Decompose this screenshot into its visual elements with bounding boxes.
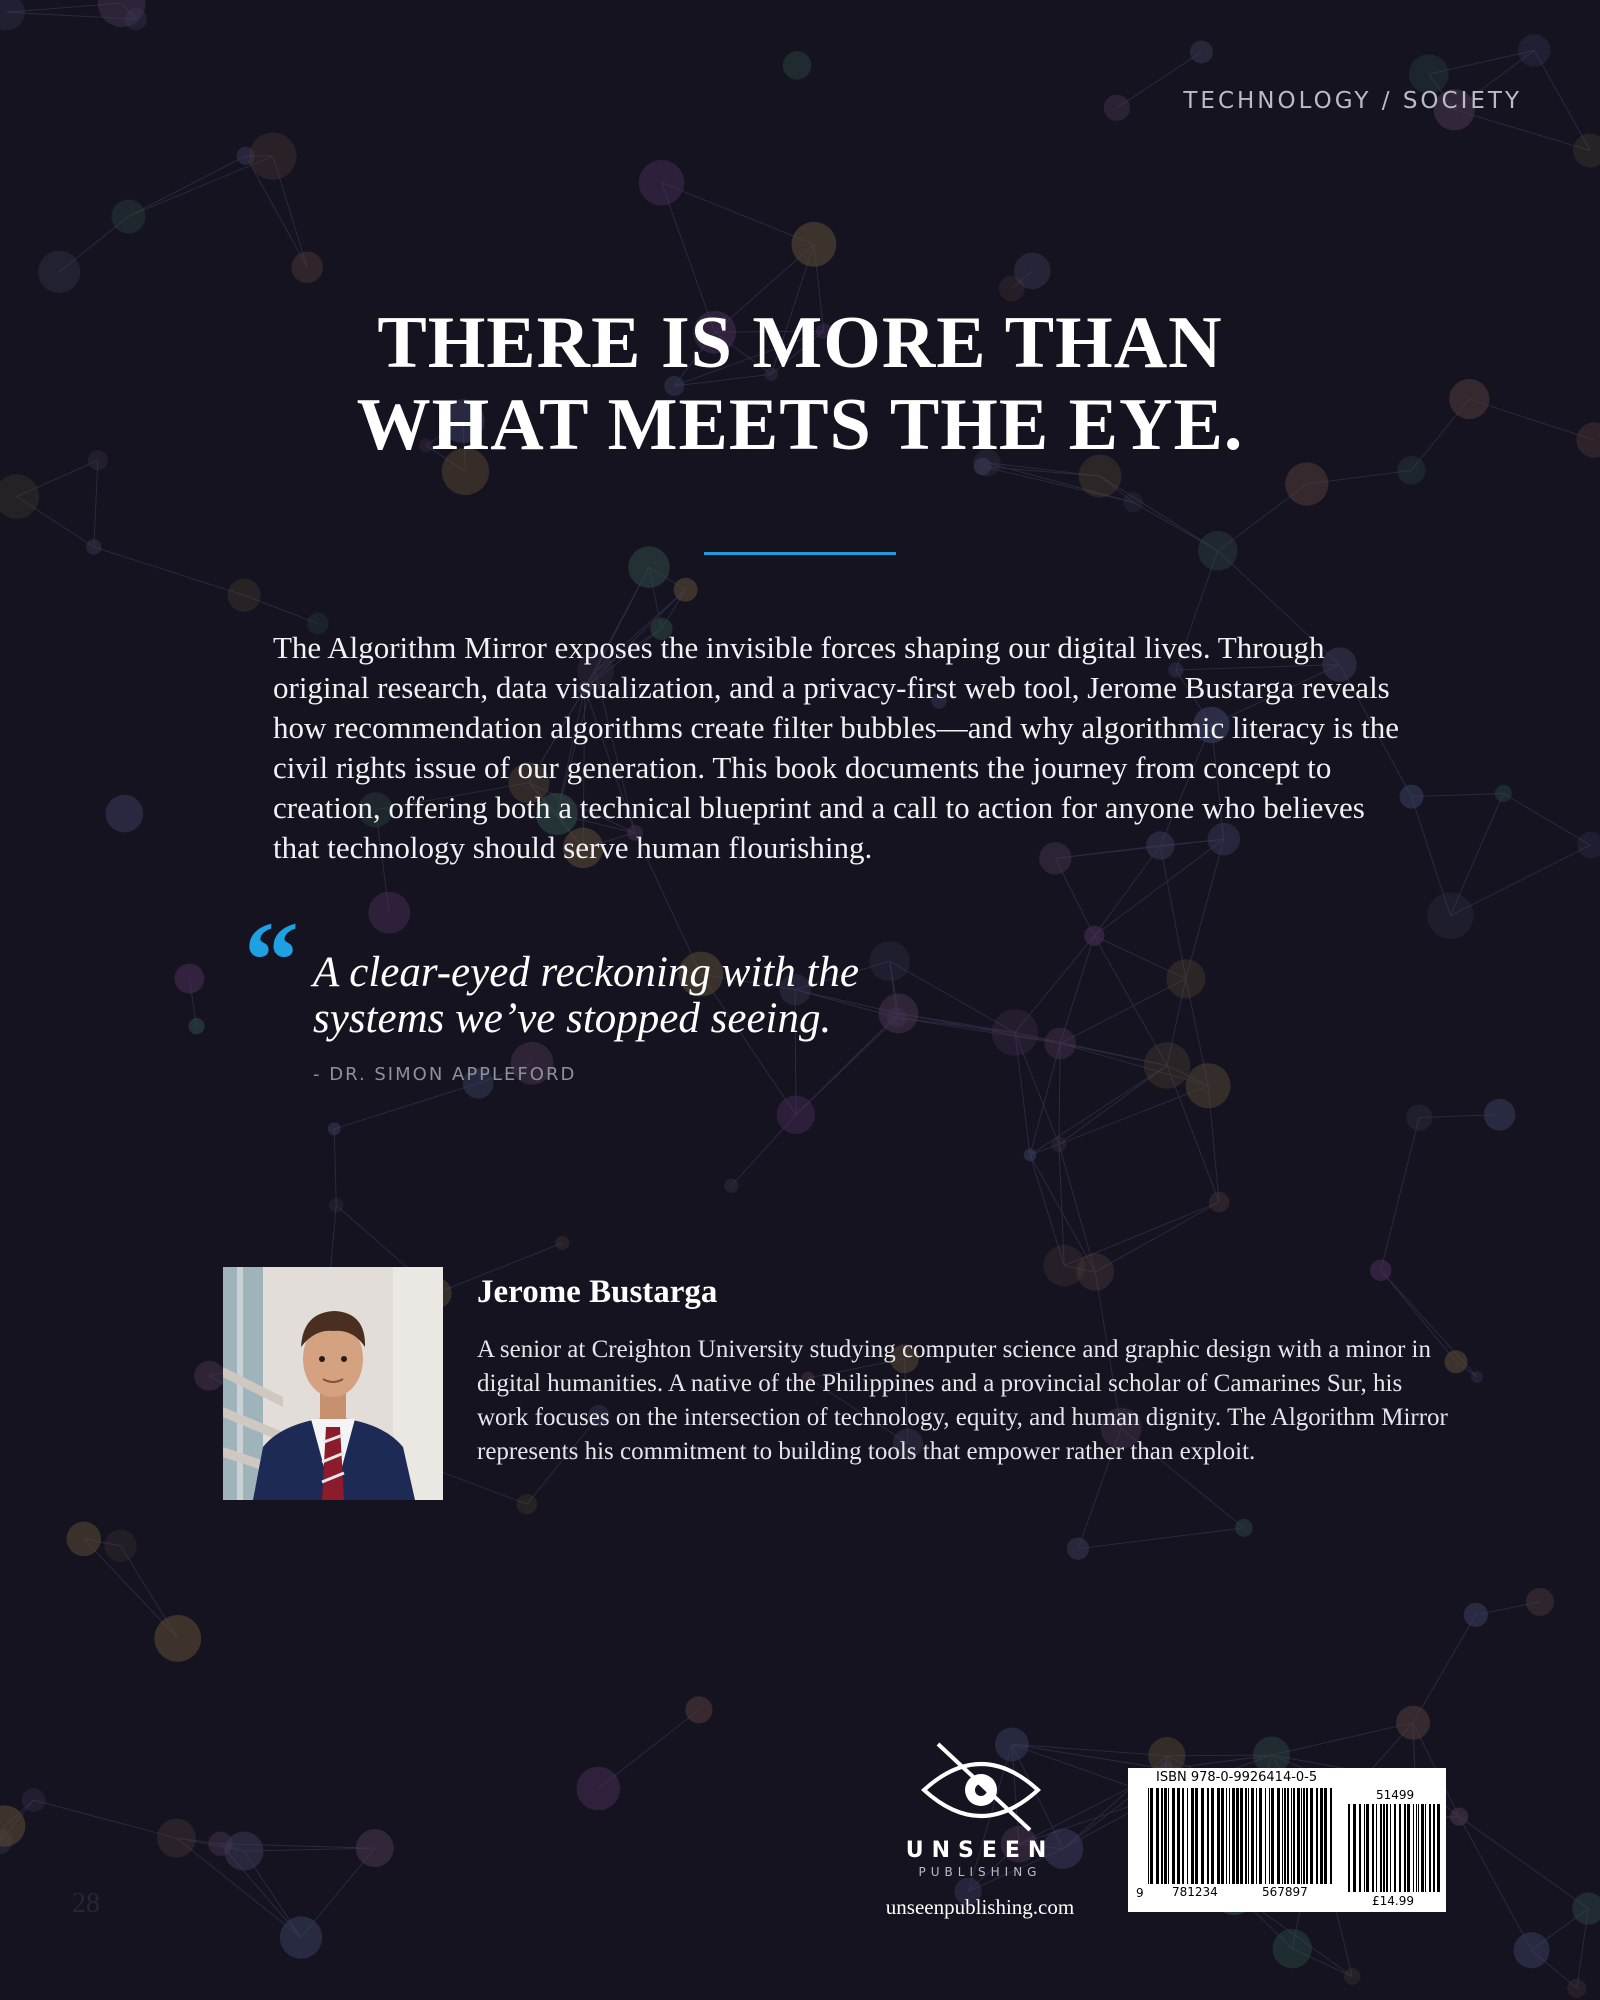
network-node	[1209, 1192, 1230, 1213]
barcode-bar	[1168, 1788, 1169, 1884]
barcode-bar	[1376, 1804, 1377, 1892]
network-node	[1043, 1245, 1084, 1286]
network-node	[125, 8, 147, 30]
network-node	[1370, 1260, 1391, 1281]
network-link	[334, 1129, 336, 1205]
network-link	[1413, 1615, 1476, 1723]
barcode-bar	[1148, 1788, 1149, 1884]
barcode-bar	[1277, 1788, 1280, 1884]
barcode-bar	[1364, 1804, 1365, 1892]
network-node	[1526, 1588, 1554, 1616]
barcode-bar	[1380, 1804, 1382, 1892]
network-link	[128, 156, 245, 217]
barcode-bar	[1416, 1804, 1417, 1892]
network-node	[1144, 1042, 1190, 1088]
isbn-text: ISBN 978-0-9926414-0-5	[1156, 1770, 1318, 1785]
barcode-bar	[1386, 1804, 1388, 1892]
network-link	[1503, 793, 1590, 845]
publisher-url[interactable]: unseenpublishing.com	[885, 1895, 1075, 1919]
network-node	[104, 1530, 136, 1562]
barcode-bar	[1407, 1804, 1410, 1892]
network-node	[1577, 832, 1600, 859]
network-node	[106, 795, 144, 833]
network-node	[1186, 1063, 1231, 1108]
barcode-bar	[1245, 1788, 1247, 1884]
barcode-bar	[1256, 1788, 1257, 1884]
barcode-bar	[1320, 1788, 1323, 1884]
barcode-bar	[1310, 1788, 1313, 1884]
network-link	[1459, 1817, 1531, 1951]
network-node	[1406, 1104, 1432, 1130]
endorsement-quote	[313, 950, 1013, 1042]
publisher-name: UNSEEN	[905, 1838, 1055, 1863]
network-node	[724, 1179, 738, 1193]
network-link	[1450, 845, 1590, 915]
network-node	[1572, 1892, 1600, 1924]
barcode-bar	[1353, 1804, 1356, 1892]
barcode-bar	[1293, 1788, 1295, 1884]
network-node	[1285, 462, 1328, 505]
barcode-bar	[1251, 1788, 1254, 1884]
barcode-bar	[1316, 1788, 1318, 1884]
barcode-bar	[1421, 1804, 1424, 1892]
network-node	[38, 251, 80, 293]
barcode-bar	[1150, 1788, 1153, 1884]
network-link	[1381, 1118, 1419, 1271]
barcode-bar	[1383, 1804, 1385, 1892]
network-link	[334, 1083, 478, 1128]
network-node	[1567, 1979, 1586, 1998]
quote-attribution: - DR. SIMON APPLEFORD	[313, 1064, 577, 1085]
author-name: Jerome Bustarga	[477, 1274, 718, 1310]
headline	[0, 302, 1600, 466]
barcode-bar	[1394, 1804, 1396, 1892]
network-node	[1014, 252, 1051, 289]
isbn-barcode	[1128, 1768, 1446, 1912]
barcode-bar	[1372, 1804, 1374, 1892]
network-node	[1044, 1028, 1076, 1060]
headline-line-2: WHAT MEETS THE EYE.	[356, 384, 1244, 466]
barcode-right-digits: 567897	[1262, 1885, 1308, 1899]
network-node	[1190, 41, 1213, 64]
barcode-bar	[1248, 1788, 1249, 1884]
barcode-bar	[1297, 1788, 1300, 1884]
barcode-bar	[1229, 1788, 1230, 1884]
network-link	[1272, 1723, 1413, 1755]
network-node	[1514, 1932, 1550, 1968]
barcode-bar	[1324, 1788, 1327, 1884]
barcode-bar	[1399, 1804, 1401, 1892]
network-node	[1573, 133, 1600, 167]
network-node	[783, 51, 812, 80]
book-description: The Algorithm Mirror exposes the invisible forces shaping our digital lives. Through original research, data visualization, and a privacy-first web tool, Jerome Bustarga reveals how recommendation algorithms create filter bubbles—and why algorithmic literacy is the civil rights issue of our generation. This book documents the journey from concept to creation, offering both a technical blueprint and a call to action for anyone who believes that technology should serve human flourishing.	[273, 630, 1399, 865]
barcode-bar	[1221, 1788, 1224, 1884]
network-node	[1024, 1148, 1037, 1161]
network-node	[628, 546, 670, 588]
network-link	[94, 460, 98, 547]
network-node	[188, 1018, 204, 1034]
network-link	[662, 183, 814, 245]
barcode-bar	[1177, 1788, 1180, 1884]
network-link	[1078, 1528, 1244, 1549]
network-node	[1427, 892, 1473, 938]
network-node	[86, 539, 102, 555]
network-link	[1534, 50, 1590, 150]
network-node	[576, 1767, 620, 1811]
network-node	[517, 1494, 538, 1515]
network-node	[639, 160, 684, 205]
barcode-left-digits: 781234	[1172, 1885, 1218, 1899]
network-node	[1067, 1538, 1089, 1560]
network-node	[1051, 1136, 1067, 1152]
barcode-bar	[1195, 1788, 1198, 1884]
network-node	[1518, 34, 1551, 67]
accent-divider	[704, 552, 896, 555]
barcode-bar	[1418, 1804, 1419, 1892]
network-node	[154, 1615, 201, 1662]
barcode-bar	[1306, 1788, 1308, 1884]
network-link	[1060, 979, 1186, 1044]
network-node	[1104, 95, 1130, 121]
barcode-bar	[1232, 1788, 1235, 1884]
barcode-bar	[1259, 1788, 1262, 1884]
page-number: 28	[72, 1888, 100, 1919]
barcode-bar	[1201, 1788, 1204, 1884]
quote-line-2: systems we’ve stopped seeing.	[313, 995, 832, 1042]
network-node	[194, 1361, 224, 1391]
network-node	[1450, 1808, 1468, 1826]
network-node	[1084, 926, 1104, 946]
barcode-bar	[1291, 1788, 1292, 1884]
barcode-bar	[1287, 1788, 1289, 1884]
barcode-bar	[1207, 1788, 1209, 1884]
network-link	[244, 1848, 375, 1851]
quote-mark-icon: “	[244, 899, 299, 1021]
network-node	[1273, 1929, 1312, 1968]
author-bio: A senior at Creighton University studying computer science and graphic design with a minor in digital humanities. A native of the Philippines and a provincial scholar of Camarines Sur, his work focuses on the intersection of technology, equity, and human dignity. The Algorithm Mirror represents his commitment to building tools that empower rather than exploit.	[477, 1336, 1448, 1465]
network-node	[1471, 1371, 1483, 1383]
network-link	[34, 1800, 177, 1838]
headline-line-1: THERE IS MORE THAN	[377, 302, 1223, 384]
network-link	[1454, 110, 1590, 151]
network-node	[291, 252, 323, 284]
barcode-bar	[1330, 1788, 1332, 1884]
publisher-subtitle: PUBLISHING	[918, 1865, 1042, 1879]
network-node	[1495, 785, 1512, 802]
barcode-bar	[1269, 1788, 1270, 1884]
author-photo	[223, 1267, 443, 1500]
barcode-lead-digit: 9	[1136, 1886, 1144, 1900]
category-label: TECHNOLOGY / SOCIETY	[1183, 88, 1522, 114]
network-node	[1484, 1099, 1516, 1131]
network-node	[224, 1831, 263, 1870]
quote-line-1: A clear-eyed reckoning with the	[313, 949, 860, 996]
network-link	[1459, 1817, 1588, 1909]
network-node	[1464, 1603, 1488, 1627]
network-node	[1123, 492, 1143, 512]
barcode-bar	[1282, 1788, 1283, 1884]
network-node	[1235, 1519, 1253, 1537]
network-node	[555, 1236, 569, 1250]
barcode-bar	[1161, 1788, 1163, 1884]
barcode-bar	[1425, 1804, 1426, 1892]
barcode-bar	[1226, 1788, 1227, 1884]
network-node	[674, 578, 698, 602]
barcode-bar	[1303, 1788, 1305, 1884]
barcode-bar	[1217, 1788, 1220, 1884]
barcode-addon: 51499	[1376, 1788, 1415, 1802]
price-label: £14.99	[1372, 1894, 1414, 1908]
network-node	[1166, 959, 1205, 998]
network-node	[777, 1095, 816, 1134]
barcode-bar	[1404, 1804, 1406, 1892]
barcode-bar	[1265, 1788, 1266, 1884]
barcode-bar	[1187, 1788, 1188, 1884]
barcode-bar	[1390, 1804, 1391, 1892]
network-node	[0, 474, 39, 519]
barcode-bar	[1164, 1788, 1167, 1884]
barcode-bar	[1191, 1788, 1194, 1884]
network-node	[1396, 1706, 1430, 1740]
barcode-bar	[1271, 1788, 1274, 1884]
network-link	[1095, 1202, 1219, 1272]
network-node	[157, 1819, 196, 1858]
network-node	[227, 579, 260, 612]
network-node	[328, 1122, 341, 1135]
barcode-bar	[1240, 1788, 1243, 1884]
barcode-bar	[1429, 1804, 1431, 1892]
network-node	[685, 1696, 712, 1723]
network-link	[1060, 936, 1094, 1044]
network-node	[66, 1522, 101, 1557]
barcode-bar	[1172, 1788, 1175, 1884]
network-node	[0, 0, 25, 30]
barcode-bar	[1156, 1788, 1159, 1884]
barcode-bar	[1413, 1804, 1414, 1892]
network-node	[1400, 785, 1424, 809]
barcode-bar	[1437, 1804, 1440, 1892]
network-node	[792, 222, 837, 267]
barcode-bar	[1359, 1804, 1361, 1892]
barcode-bar	[1182, 1788, 1184, 1884]
network-link	[1412, 793, 1504, 796]
network-node	[280, 1916, 322, 1958]
barcode-bar	[1211, 1788, 1214, 1884]
network-node	[368, 892, 410, 934]
network-node	[249, 132, 296, 179]
barcode-bar	[1236, 1788, 1239, 1884]
network-node	[22, 1788, 46, 1812]
network-link	[94, 547, 244, 595]
network-node	[1344, 1968, 1361, 1985]
network-node	[111, 199, 145, 233]
barcode-bar	[1348, 1804, 1350, 1892]
crossed-eye-icon	[918, 1738, 1044, 1834]
network-node	[174, 964, 204, 994]
network-node	[1198, 531, 1238, 571]
network-node	[356, 1829, 394, 1867]
barcode-bar	[1366, 1804, 1369, 1892]
network-node	[329, 1198, 344, 1213]
barcode-bar	[1284, 1788, 1286, 1884]
barcode-bar	[1301, 1788, 1302, 1884]
barcode-bar	[1433, 1804, 1435, 1892]
